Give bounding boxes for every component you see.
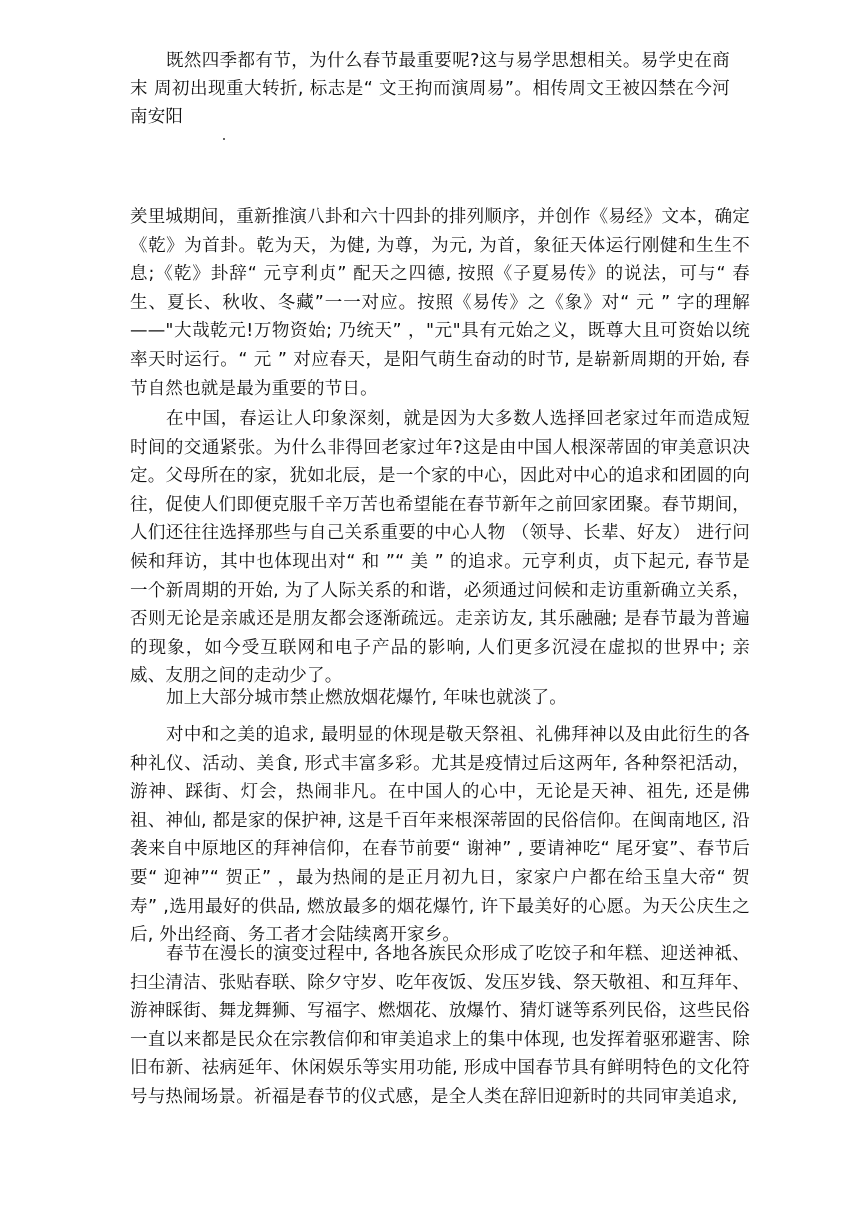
paragraph-4: 加上大部分城市禁止燃放烟花爆竹, 年味也就淡了。 [166,688,567,708]
paragraph-3: 在中国，春运让人印象深刻，就是因为大多数人选择回老家过年而造成短时间的交通紧张。为什么非得回老家过年?这是由中国人根深蒂固的审美意识决定。父母所在的家，犹如北辰，是一个家的中心，因此对中心的追求和团圆的向往，促使人们即便克服千辛万苦也希望能在春节新年之前回家团聚。春节期间，人们还往往选择那些与自己关系重要的中心人物 （领导、长辈、好友） 进行问候和拜访，其中也体现出对“ 和 ”“ 美 ” 的追求。元亨利贞，贞下起元, 春节是一个新周期的开始, 为了人际关系的和谐，必须通过问候和走访重新确立关系，否则无论是亲戚还是朋友都会逐渐疏远。走亲访友, 其乐融融; 是春节最为普遍的现象，如今受互联网和电子产品的影响, 人们更多沉浸在虚拟的世界中; 亲威、友朋之间的走动少了。 [130,409,750,687]
paragraph-6: 春节在漫长的演变过程中, 各地各族民众形成了吃饺子和年糕、迎送神祗、扫尘清洁、张贴春联、除夕守岁、吃年夜饭、发压岁钱、祭天敬祖、和互拜年、游神睬街、舞龙舞狮、写福字、燃烟花、放爆竹、猜灯谜等系列民俗，这些民俗一直以来都是民众在宗教信仰和审美追求上的集中体现, 也发挥着驱邪避害、除旧布新、祛病延年、休闲娱乐等实用功能, 形成中国春节具有鲜明特色的文化符号与热闹场景。祈福是春节的仪式感，是全人类在辞旧迎新时的共同审美追求, [130,944,750,1107]
paragraph-5: 对中和之美的追求, 最明显的休现是敬天祭祖、礼佛拜神以及由此衍生的各种礼仪、活动、美食, 形式丰富多彩。尤其是疫情过后这两年, 各种祭祀活动，游神、踩街、灯会，热闹非凡。在中国人的心中，无论是天神、祖先, 还是佛祖、神仙, 都是家的保护神, 这是千百年来根深蒂固的民俗信仰。在闽南地区, 沿袭来自中原地区的拜神信仰，在春节前要“ 谢神” , 要请神吃“ 尾牙宴”、春节后要“ 迎神”“ 贺正” ，最为热闹的是正月初九日，家家户户都在给玉皇大帝“ 贺寿” ,选用最好的供品, 燃放最多的烟花爆竹, 许下最美好的心愿。为天公庆生之后, 外出经商、务工者才会陆续离开家乡。 [130,725,750,946]
paragraph-2: 羑里城期间，重新推演八卦和六十四卦的排列顺序，并创作《易经》文本，确定《乾》为首卦。乾为天，为健, 为尊，为元, 为首，象征天体运行刚健和生生不息;《乾》卦辞“ 元亨利贞” 配天之四德, 按照《子夏易传》的说法，可与“ 春生、夏长、秋收、冬藏”一一对应。按照《易传》之《象》对“ 元 ” 字的理解——"大哉乾元!万物资始; 乃统天” ，"元"具有元始之义，既尊大且可资始以统率天时运行。“ 元 ” 对应春天，是阳气萌生奋动的时节, 是崭新周期的开始, 春节自然也就是最为重要的节日。 [130,207,750,399]
paragraph-1: 既然四季都有节，为什么春节最重要呢?这与易学思想相关。易学史在商末 周初出现重大转折, 标志是“ 文王拘而演周易”。相传周文王被囚禁在今河南安阳 [130,51,730,127]
stray-dot-mark [223,138,225,140]
